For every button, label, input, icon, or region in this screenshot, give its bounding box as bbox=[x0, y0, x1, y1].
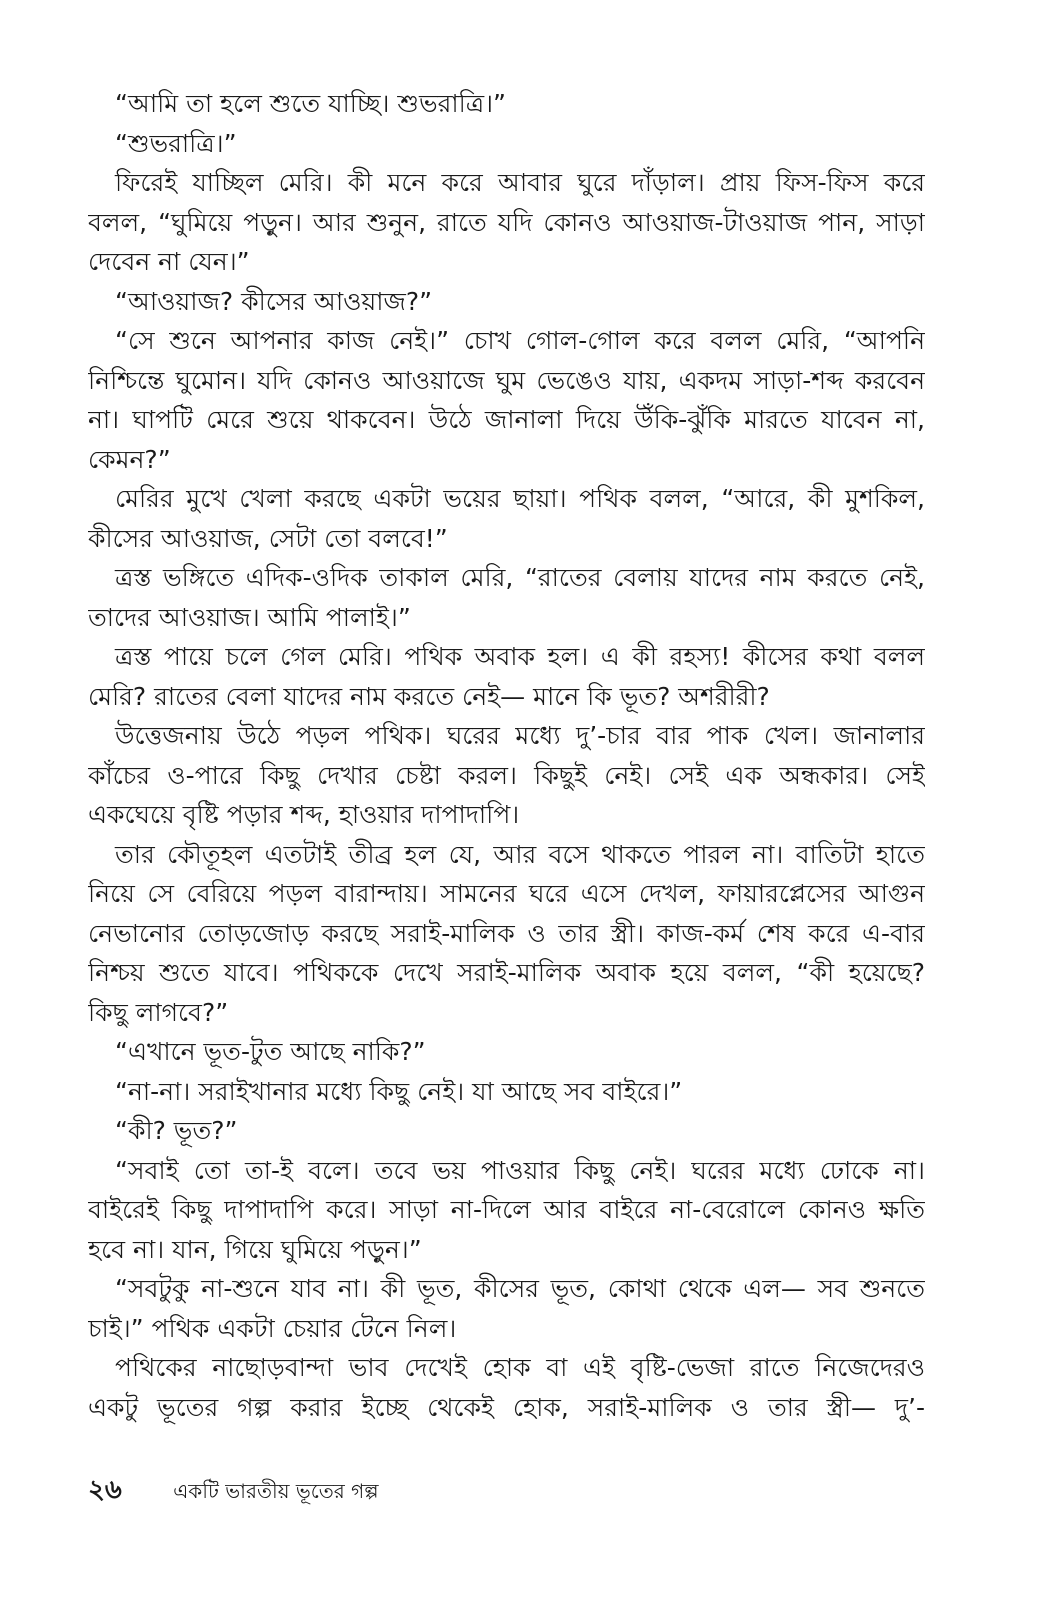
text-line: ত্রস্ত ভঙ্গিতে এদিক-ওদিক তাকাল মেরি, “রাতের বেলায় যাদের নাম করতে নেই, bbox=[115, 563, 925, 592]
text-line: “কী? ভূত?” bbox=[115, 1116, 238, 1145]
text-line: পথিকের নাছোড়বান্দা ভাব দেখেই হোক বা এই বৃষ্টি-ভেজা রাতে নিজেদেরও bbox=[115, 1353, 925, 1382]
text-line: হবে না। যান, গিয়ে ঘুমিয়ে পড়ুন।” bbox=[88, 1234, 422, 1264]
text-line: তার কৌতূহল এতটাই তীব্র হল যে, আর বসে থাকতে পারল না। বাতিটা হাতে bbox=[115, 839, 925, 869]
text-line: একঘেয়ে বৃষ্টি পড়ার শব্দ, হাওয়ার দাপাদাপি। bbox=[88, 800, 520, 829]
text-line: “শুভরাত্রি।” bbox=[115, 128, 237, 158]
text-line: “না-না। সরাইখানার মধ্যে কিছু নেই। যা আছে সব বাইরে।” bbox=[115, 1076, 683, 1106]
text-line: কেমন?” bbox=[88, 444, 171, 474]
text-line: বলল, “ঘুমিয়ে পড়ুন। আর শুনুন, রাতে যদি কোনও আওয়াজ-টাওয়াজ পান, সাড়া bbox=[88, 207, 925, 237]
text-line: “আমি তা হলে শুতে যাচ্ছি। শুভরাত্রি।” bbox=[115, 89, 506, 118]
page-footer bbox=[88, 1472, 379, 1508]
text-line: মেরির মুখে খেলা করছে একটা ভয়ের ছায়া। পথিক বলল, “আরে, কী মুশকিল, bbox=[115, 484, 925, 513]
text-line: নিয়ে সে বেরিয়ে পড়ল বারান্দায়। সামনের ঘরে এসে দেখল, ফায়ারপ্লেসের আগুন bbox=[88, 879, 925, 908]
text-line: উত্তেজনায় উঠে পড়ল পথিক। ঘরের মধ্যে দু’-চার বার পাক খেল। জানালার bbox=[115, 721, 925, 750]
body-text bbox=[88, 84, 925, 1427]
text-line: না। ঘাপটি মেরে শুয়ে থাকবেন। উঠে জানালা দিয়ে উঁকি-ঝুঁকি মারতে যাবেন না, bbox=[88, 405, 925, 434]
text-line: কীসের আওয়াজ, সেটা তো বলবে!” bbox=[88, 523, 448, 553]
running-title: একটি ভারতীয় ভূতের গল্প bbox=[173, 1479, 379, 1503]
text-line: নিশ্চয় শুতে যাবে। পথিককে দেখে সরাই-মালিক অবাক হয়ে বলল, “কী হয়েছে? bbox=[88, 958, 925, 987]
text-line: “আওয়াজ? কীসের আওয়াজ?” bbox=[115, 286, 433, 316]
text-line: একটু ভূতের গল্প করার ইচ্ছে থেকেই হোক, সরাই-মালিক ও তার স্ত্রী— দু’- bbox=[88, 1392, 925, 1422]
text-line: কিছু লাগবে?” bbox=[88, 997, 229, 1027]
text-line: “এখানে ভূত-টুত আছে নাকি?” bbox=[115, 1037, 426, 1066]
text-line: “সবাই তো তা-ই বলে। তবে ভয় পাওয়ার কিছু নেই। ঘরের মধ্যে ঢোকে না। bbox=[115, 1155, 925, 1185]
text-line: ত্রস্ত পায়ে চলে গেল মেরি। পথিক অবাক হল। এ কী রহস্য! কীসের কথা বলল bbox=[115, 642, 925, 671]
text-line: বাইরেই কিছু দাপাদাপি করে। সাড়া না-দিলে আর বাইরে না-বেরোলে কোনও ক্ষতি bbox=[88, 1195, 925, 1224]
text-line: মেরি? রাতের বেলা যাদের নাম করতে নেই— মানে কি ভূত? অশরীরী? bbox=[88, 681, 770, 711]
text-line: চাই।” পথিক একটা চেয়ার টেনে নিল। bbox=[88, 1313, 457, 1343]
text-line: নেভানোর তোড়জোড় করছে সরাই-মালিক ও তার স্ত্রী। কাজ-কর্ম শেষ করে এ-বার bbox=[88, 918, 925, 948]
text-line: নিশ্চিন্তে ঘুমোন। যদি কোনও আওয়াজে ঘুম ভেঙেও যায়, একদম সাড়া-শব্দ করবেন bbox=[88, 365, 925, 395]
text-line: তাদের আওয়াজ। আমি পালাই।” bbox=[88, 602, 411, 632]
text-line: দেবেন না যেন।” bbox=[88, 247, 250, 276]
text-line: “সে শুনে আপনার কাজ নেই।” চোখ গোল-গোল করে বলল মেরি, “আপনি bbox=[115, 326, 925, 355]
text-line: “সবটুকু না-শুনে যাব না। কী ভূত, কীসের ভূত, কোথা থেকে এল— সব শুনতে bbox=[115, 1274, 925, 1303]
text-line: ফিরেই যাচ্ছিল মেরি। কী মনে করে আবার ঘুরে দাঁড়াল। প্রায় ফিস-ফিস করে bbox=[115, 168, 925, 197]
text-line: কাঁচের ও-পারে কিছু দেখার চেষ্টা করল। কিছুই নেই। সেই এক অন্ধকার। সেই bbox=[88, 760, 925, 790]
page-number: ২৬ bbox=[88, 1475, 122, 1505]
